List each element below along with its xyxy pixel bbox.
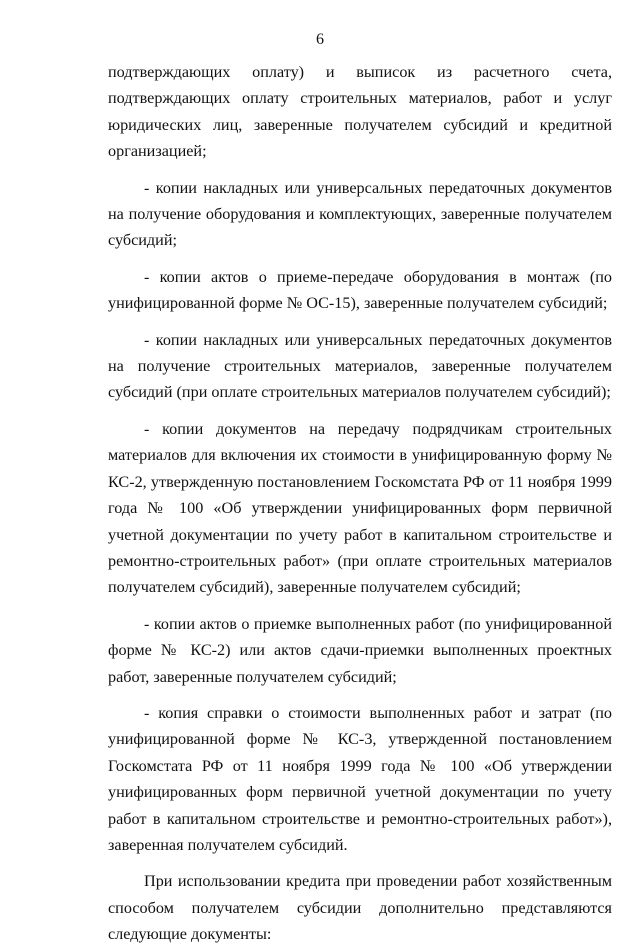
document-body: [108, 59, 612, 948]
paragraph-continuation: подтверждающих оплату) и выписок из расчетного счета, подтверждающих оплату строительных материалов, работ и услуг юридических лиц, заверенные получателем субсидий и кредитной организацией;: [108, 63, 612, 161]
list-item-equipment-invoices: - копии накладных или универсальных передаточных документов на получение оборудования и комплектующих, заверенные получателем субсидий;: [108, 178, 612, 250]
list-item-ks3-certificate: - копия справки о стоимости выполненных работ и затрат (по унифицированной форме № КС-3, утвержденной постановлением Госкомстата РФ от 11 ноября 1999 года № 100 «Об утверждении унифицированных форм первичной учетной документации по учету работ в капитальном строительстве и ремонтно-строительных работ»), заверенная получателем субсидий.: [108, 703, 612, 854]
paragraph-credit-usage: При использовании кредита при проведении работ хозяйственным способом получателем субсидии дополнительно представляются следующие документы:: [108, 872, 612, 944]
list-item-materials-transfer: - копии документов на передачу подрядчикам строительных материалов для включения их стоимости в унифицированную форму № КС-2, утвержденную постановлением Госкомстата РФ от 11 ноября 1999 года № 100 «Об утверждении унифицированных форм первичной учетной документации по учету работ в капитальном строительстве и ремонтно-строительных работ» (при оплате строительных материалов получателем субсидий), заверенные получателем субсидий;: [108, 419, 612, 597]
list-item-materials-invoices: - копии накладных или универсальных передаточных документов на получение строительных материалов, заверенные получателем субсидий (при оплате строительных материалов получателем субсидий);: [108, 330, 612, 402]
page-number: 6: [316, 31, 324, 48]
list-item-os15-acts: - копии актов о приеме-передаче оборудования в монтаж (по унифицированной форме № ОС-15), заверенные получателем субсидий;: [108, 267, 612, 313]
list-item-ks2-acts: - копии актов о приемке выполненных работ (по унифицированной форме № КС-2) или актов сдачи-приемки выполненных проектных работ, заверенные получателем субсидий;: [108, 614, 612, 686]
